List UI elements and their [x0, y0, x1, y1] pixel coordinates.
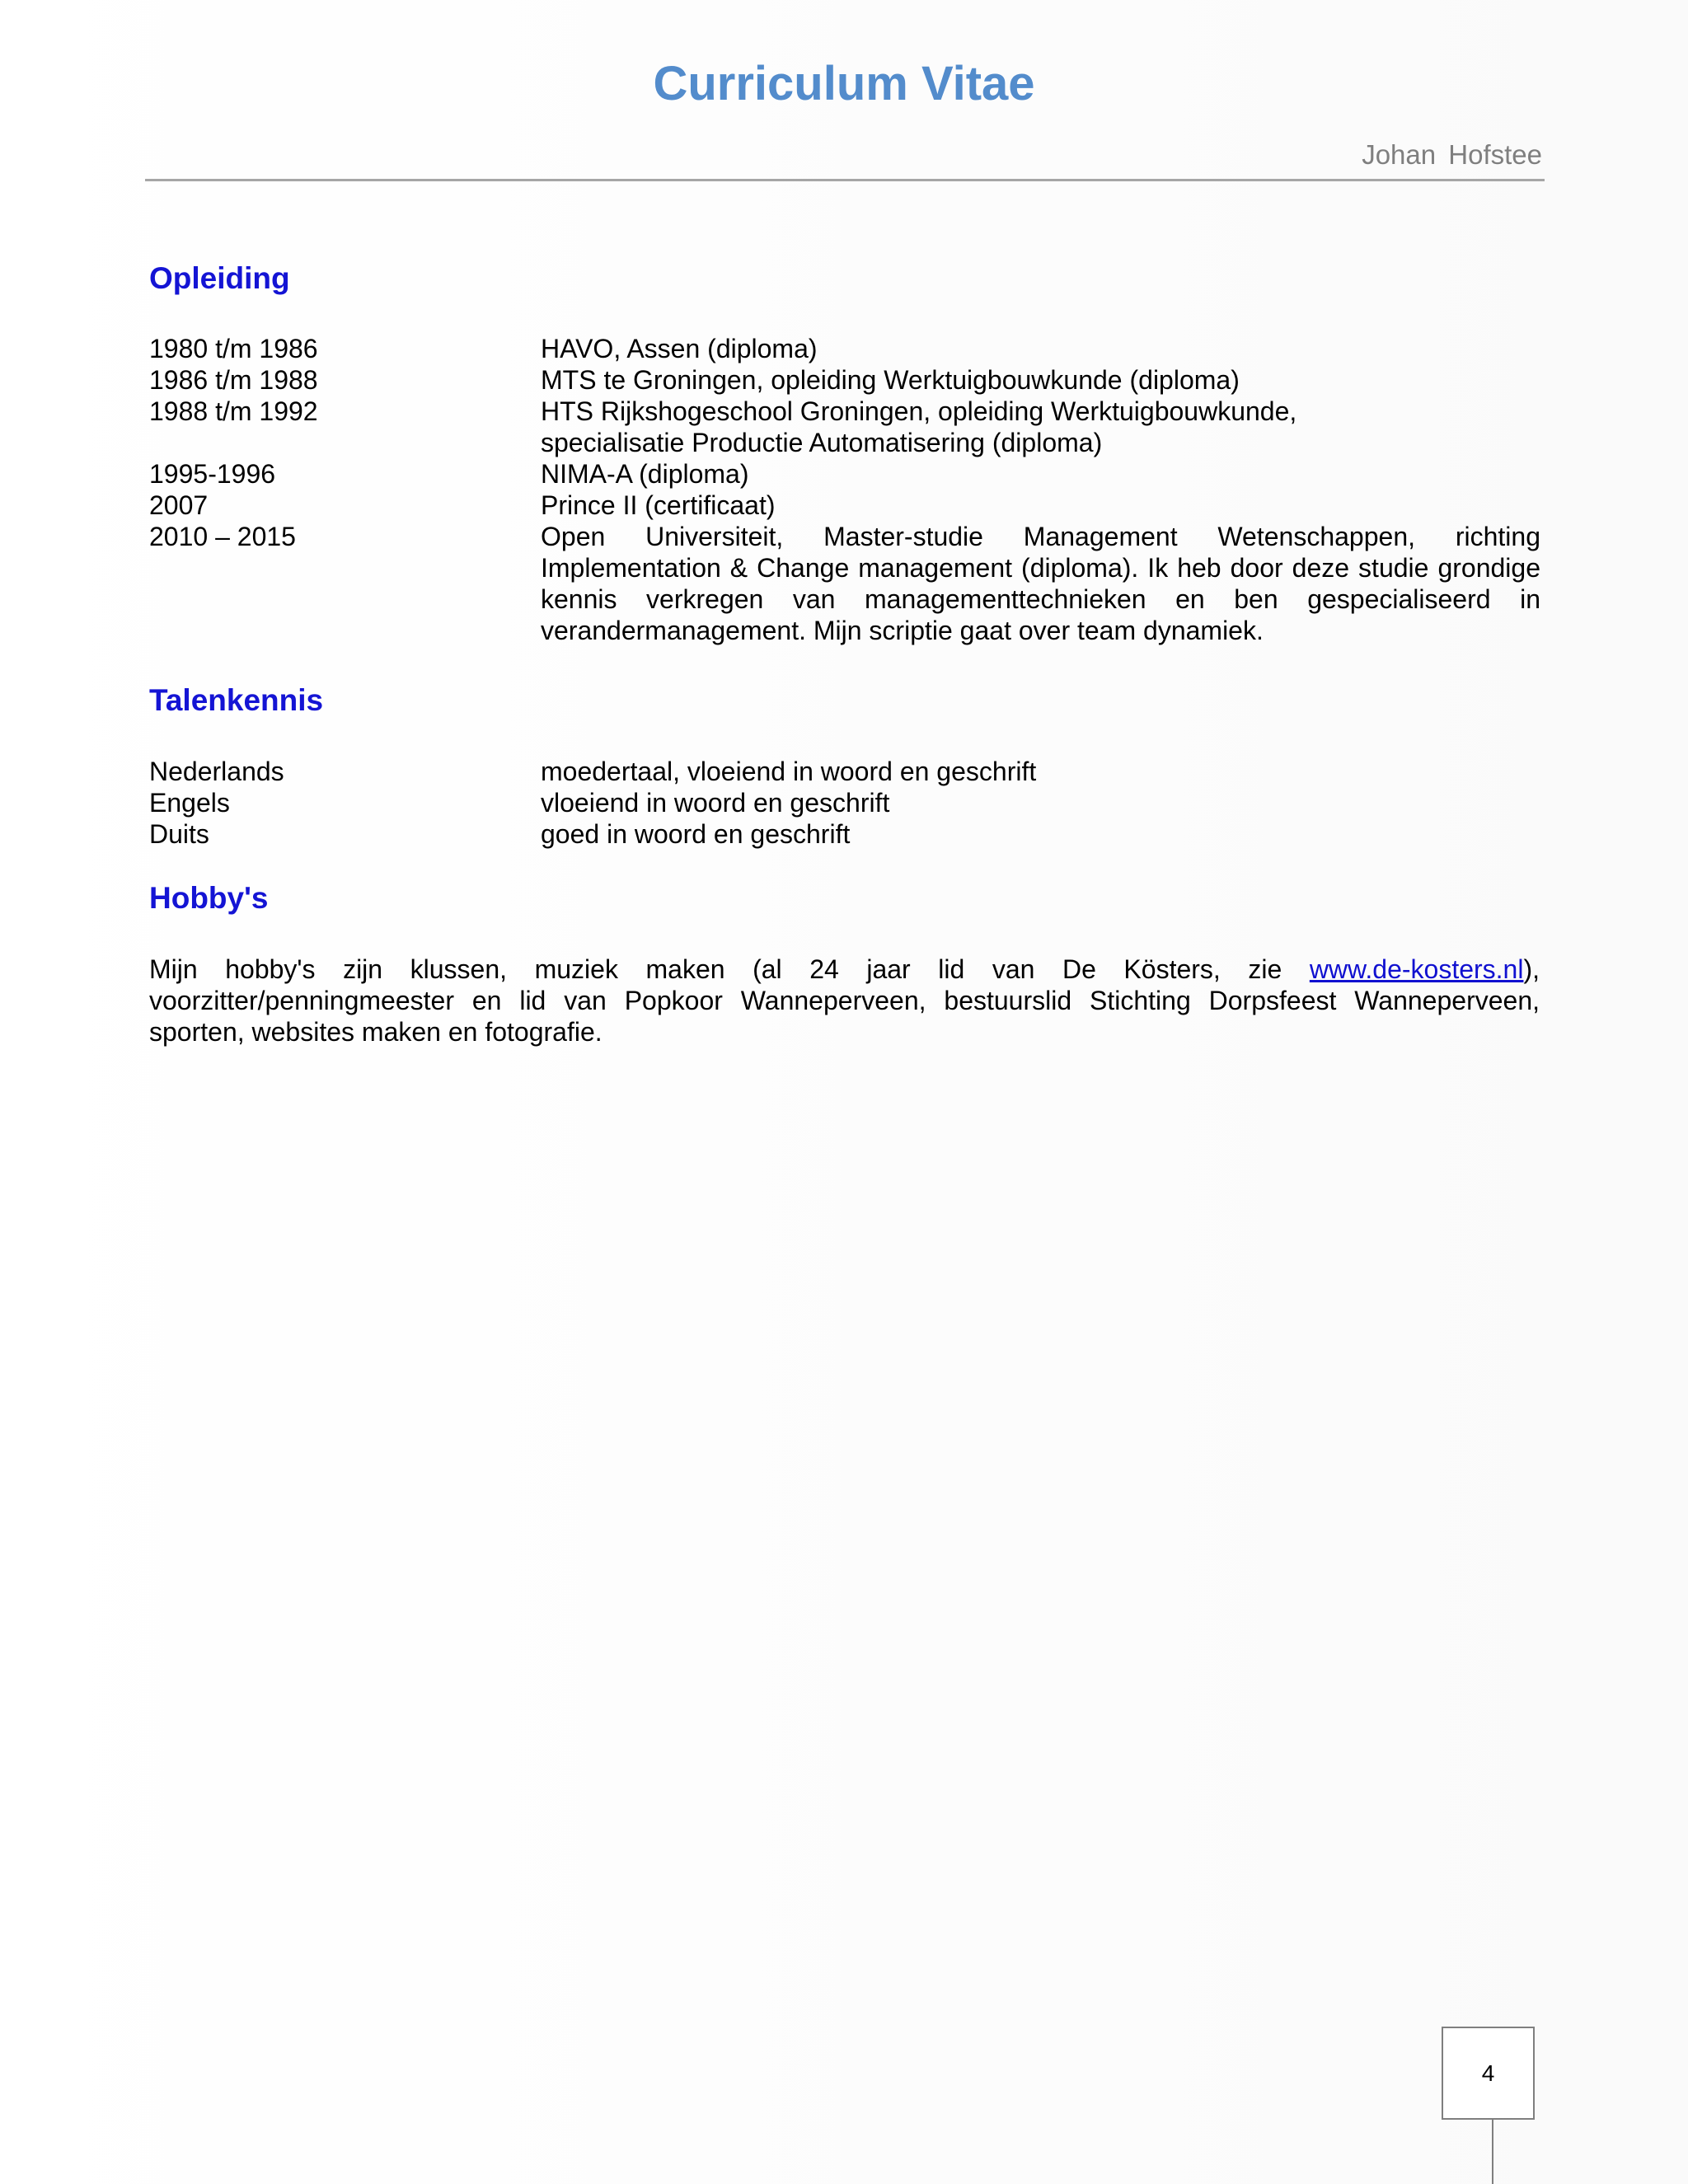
- language-name: Duits: [149, 819, 209, 849]
- education-period: 2010 – 2015: [149, 522, 296, 551]
- language-name: Nederlands: [149, 757, 284, 786]
- hobbies-heading: Hobby's: [149, 881, 269, 915]
- education-row: [149, 364, 1540, 396]
- education-period: 1995-1996: [149, 459, 276, 489]
- education-row: [149, 458, 1540, 490]
- education-row: [149, 490, 1540, 521]
- education-detail: HTS Rijkshogeschool Groningen, opleiding Werktuigbouwkunde, specialisatie Productie Automatisering (diploma): [541, 396, 1297, 457]
- language-name: Engels: [149, 788, 230, 818]
- education-period: 1988 t/m 1992: [149, 396, 318, 426]
- language-level: moedertaal, vloeiend in woord en geschrift: [541, 757, 1037, 786]
- education-period: 1986 t/m 1988: [149, 365, 318, 395]
- education-detail: Open Universiteit, Master-studie Management Wetenschappen, richting Implementation & Change management (diploma). Ik heb door deze studie grondige kennis verkregen van managementtechnieken en ben gespecialiseerd in verandermanagement. Mijn scriptie gaat over team dynamiek.: [541, 522, 1540, 645]
- education-row: [149, 333, 1540, 364]
- page-number: [1442, 2027, 1535, 2120]
- author-name: Johan Hofstee: [1362, 139, 1542, 170]
- education-detail: NIMA-A (diploma): [541, 459, 749, 489]
- education-period: 1980 t/m 1986: [149, 334, 318, 363]
- education-row: [149, 521, 1540, 646]
- languages-list: [149, 756, 1540, 850]
- document-title: Curriculum Vitae: [653, 57, 1035, 110]
- language-row: [149, 787, 1540, 818]
- education-list: [149, 333, 1540, 646]
- education-period: 2007: [149, 490, 209, 520]
- hobbies-text-start: Mijn hobby's zijn klussen, muziek maken (al 24 jaar lid van De Kösters, zie: [149, 954, 1310, 984]
- de-kosters-link[interactable]: www.de-kosters.nl: [1309, 954, 1524, 984]
- language-row: [149, 818, 1540, 850]
- language-row: [149, 756, 1540, 787]
- page-number-stem: [1492, 2120, 1493, 2184]
- language-level: goed in woord en geschrift: [541, 819, 851, 849]
- education-detail: HAVO, Assen (diploma): [541, 334, 818, 363]
- education-detail: Prince II (certificaat): [541, 490, 776, 520]
- education-detail: MTS te Groningen, opleiding Werktuigbouwkunde (diploma): [541, 365, 1240, 395]
- header-divider: [145, 179, 1545, 181]
- language-level: vloeiend in woord en geschrift: [541, 788, 890, 818]
- education-heading: Opleiding: [149, 261, 290, 295]
- hobbies-text-end: ), voorzitter/penningmeester en lid van Popkoor Wanneperveen, bestuurslid Stichting Dorpsfeest Wanneperveen, sporten, websites maken en fotografie.: [149, 954, 1540, 1047]
- hobbies-paragraph: [149, 954, 1540, 1047]
- education-row: [149, 396, 1540, 458]
- page-number-value: 4: [1481, 2060, 1495, 2086]
- languages-heading: Talenkennis: [149, 683, 324, 717]
